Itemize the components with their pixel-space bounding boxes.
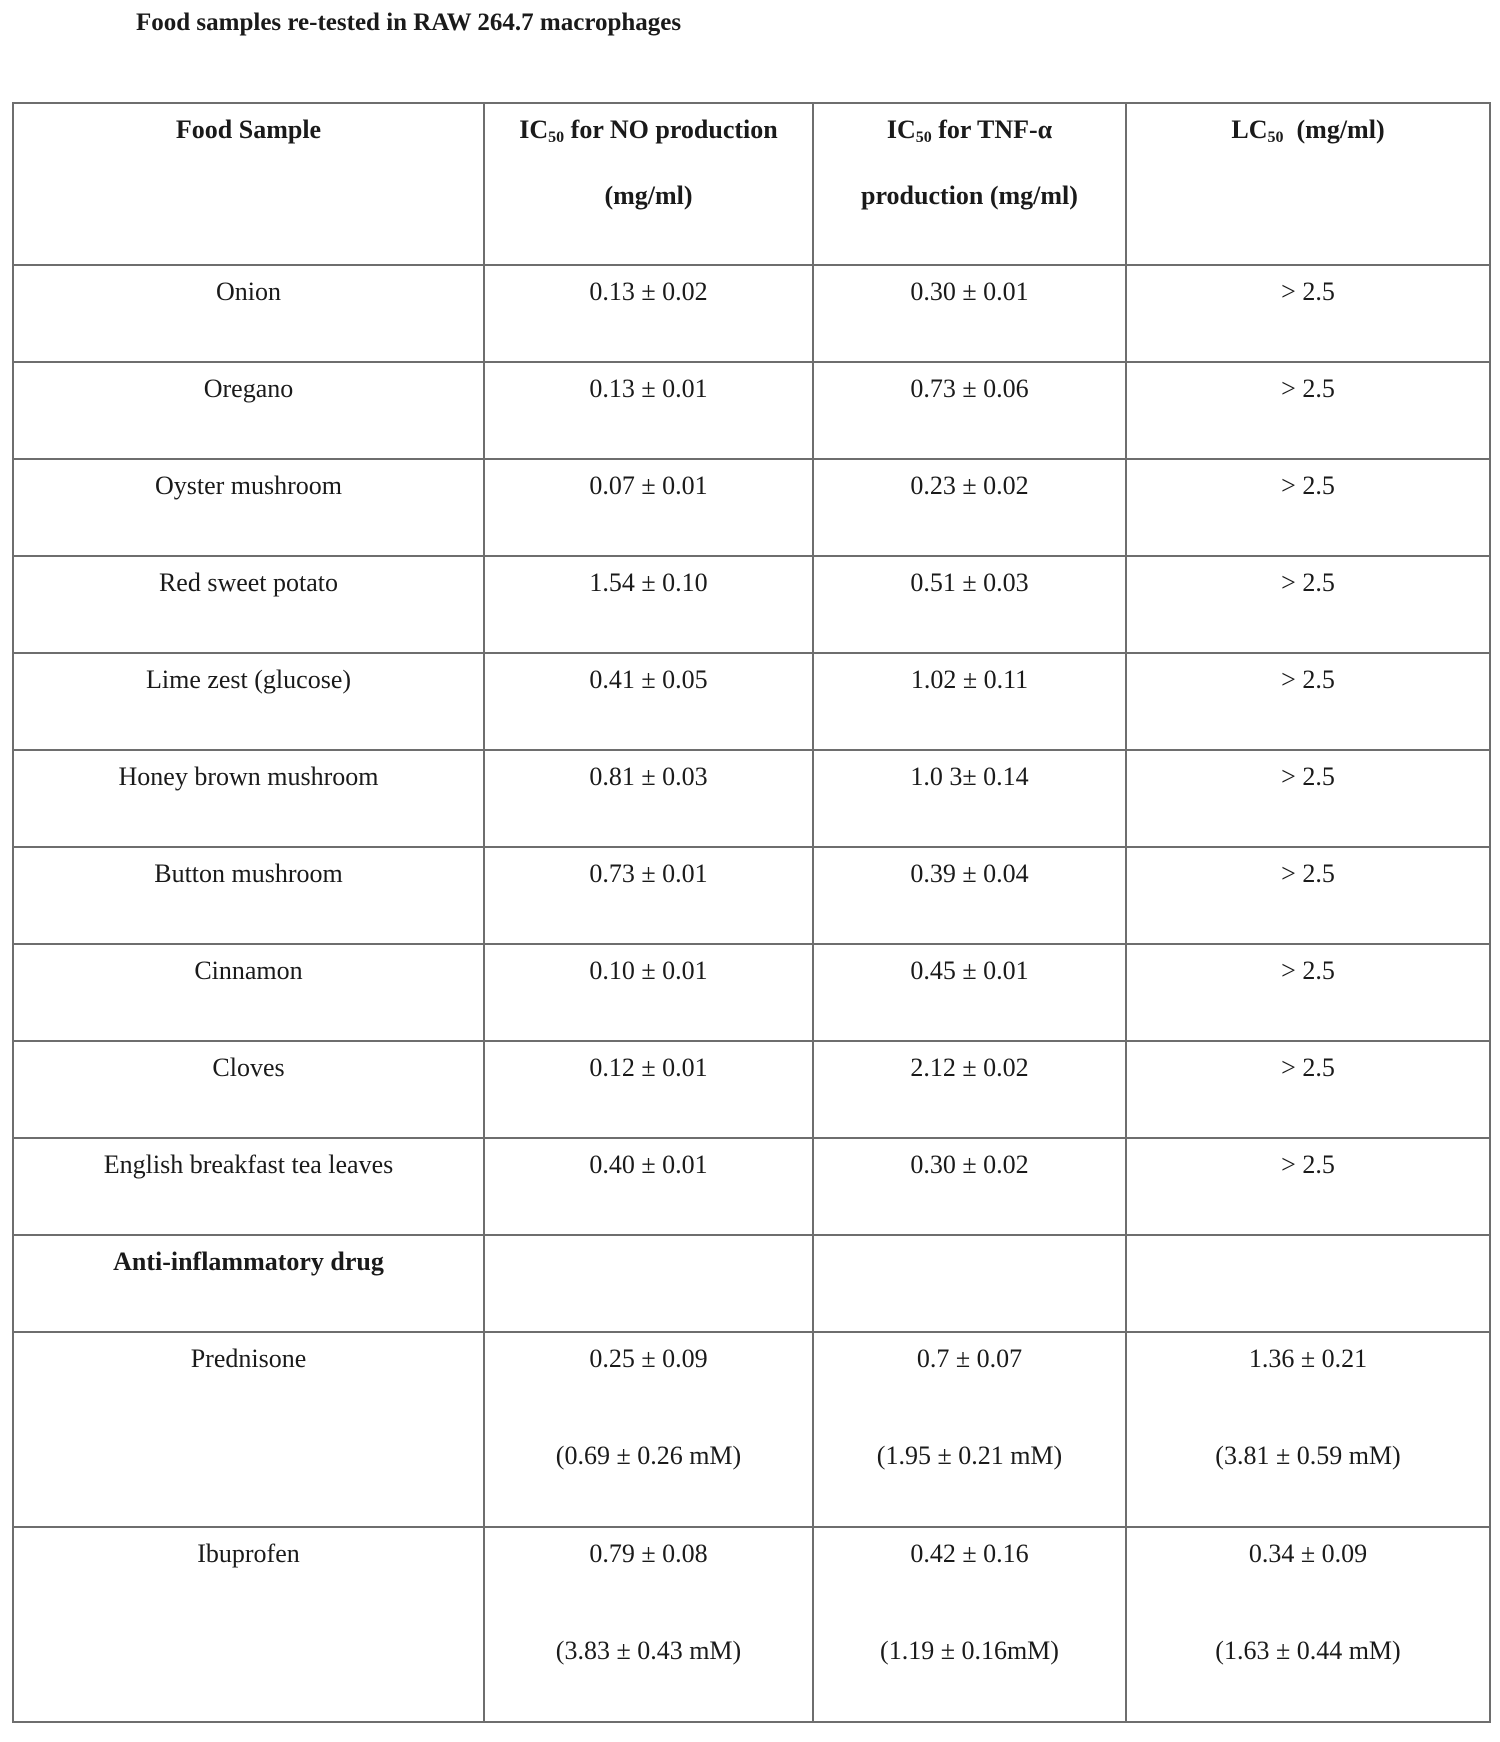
section-label: Anti-inflammatory drug [113, 1247, 384, 1276]
table-row [13, 750, 1490, 847]
ic50-no-molar: (3.83 ± 0.43 mM) [555, 1636, 742, 1665]
lc50-value: > 2.5 [1281, 568, 1335, 597]
ic50-no-value: 0.07 ± 0.01 [589, 471, 708, 500]
header-food-sample-label: Food Sample [175, 115, 322, 144]
ic50-tnf-molar: (1.19 ± 0.16mM) [880, 1636, 1059, 1665]
ic50-no-value: 0.10 ± 0.01 [589, 956, 708, 985]
lc50-value: > 2.5 [1281, 374, 1335, 403]
table-row [13, 1138, 1490, 1235]
ic50-tnf-value: 0.51 ± 0.03 [910, 568, 1029, 597]
lc50-value: > 2.5 [1281, 956, 1335, 985]
ic50-no-molar: (0.69 ± 0.26 mM) [555, 1441, 742, 1470]
lc50-molar: (3.81 ± 0.59 mM) [1215, 1441, 1401, 1470]
food-name: Cinnamon [194, 956, 303, 985]
header-row [13, 103, 1490, 265]
ic50-tnf-value: 1.02 ± 0.11 [910, 665, 1029, 694]
ic50-tnf-value: 0.39 ± 0.04 [910, 859, 1029, 888]
table-row [13, 944, 1490, 1041]
food-name: Honey brown mushroom [118, 762, 379, 791]
ic50-no-value: 0.40 ± 0.01 [589, 1150, 708, 1179]
lc50-value: > 2.5 [1281, 277, 1335, 306]
ic50-tnf-value: 0.30 ± 0.02 [910, 1150, 1029, 1179]
ic50-no-value: 0.81 ± 0.03 [589, 762, 708, 791]
ic50-no-value: 0.12 ± 0.01 [589, 1053, 708, 1082]
lc50-molar: (1.63 ± 0.44 mM) [1215, 1636, 1401, 1665]
header-ic50-tnf-prefix: IC [886, 115, 916, 144]
table-row [13, 265, 1490, 362]
table-title: Food samples re-tested in RAW 264.7 macrophages [136, 9, 682, 36]
header-lc50-rest: (mg/ml) [1283, 115, 1385, 144]
table-row [13, 847, 1490, 944]
lc50-value: > 2.5 [1281, 665, 1335, 694]
food-name: Button mushroom [154, 859, 343, 888]
ic50-tnf-value: 0.42 ± 0.16 [910, 1539, 1029, 1568]
header-ic50-no [484, 103, 813, 265]
food-name: Oregano [203, 374, 294, 403]
table-row-drug [13, 1332, 1490, 1527]
food-name: Cloves [212, 1053, 285, 1082]
ic50-no-value: 1.54 ± 0.10 [589, 568, 708, 597]
table-row [13, 556, 1490, 653]
lc50-value: > 2.5 [1281, 1053, 1335, 1082]
ic50-tnf-value: 0.73 ± 0.06 [910, 374, 1029, 403]
lc50-value: 0.34 ± 0.09 [1248, 1539, 1368, 1568]
table-row [13, 1041, 1490, 1138]
drug-name: Ibuprofen [197, 1539, 300, 1568]
food-name: Onion [216, 277, 281, 306]
lc50-value: > 2.5 [1281, 471, 1335, 500]
header-lc50-prefix: LC [1231, 115, 1268, 144]
section-row [13, 1235, 1490, 1332]
ic50-tnf-value: 0.7 ± 0.07 [916, 1344, 1023, 1373]
ic50-no-value: 0.13 ± 0.02 [589, 277, 708, 306]
ic50-tnf-value: 0.23 ± 0.02 [910, 471, 1029, 500]
ic50-no-value: 0.13 ± 0.01 [589, 374, 708, 403]
ic50-tnf-value: 2.12 ± 0.02 [910, 1053, 1029, 1082]
header-ic50-tnf-sub: 50 [915, 129, 932, 146]
results-table [12, 102, 1491, 1723]
ic50-no-value: 0.25 ± 0.09 [589, 1344, 708, 1373]
header-lc50 [1126, 103, 1490, 265]
ic50-no-value: 0.73 ± 0.01 [589, 859, 708, 888]
table-row [13, 459, 1490, 556]
lc50-value: > 2.5 [1281, 762, 1335, 791]
table-row [13, 362, 1490, 459]
header-ic50-no-prefix: IC [519, 115, 549, 144]
header-lc50-sub: 50 [1267, 129, 1284, 146]
lc50-value: > 2.5 [1281, 1150, 1335, 1179]
table-row [13, 653, 1490, 750]
food-name: Lime zest (glucose) [145, 665, 352, 694]
header-ic50-tnf-unit: production (mg/ml) [861, 181, 1078, 210]
food-name: Oyster mushroom [154, 471, 343, 500]
header-ic50-no-rest: for NO production [564, 115, 778, 144]
header-ic50-tnf [813, 103, 1126, 265]
food-name: Red sweet potato [158, 568, 339, 597]
header-ic50-no-sub: 50 [548, 129, 565, 146]
drug-name: Prednisone [190, 1344, 307, 1373]
header-ic50-tnf-rest: for TNF-α [931, 115, 1053, 144]
header-ic50-no-unit: (mg/ml) [604, 181, 693, 210]
lc50-value: 1.36 ± 0.21 [1248, 1344, 1368, 1373]
ic50-tnf-value: 0.30 ± 0.01 [910, 277, 1029, 306]
lc50-value: > 2.5 [1281, 859, 1335, 888]
ic50-tnf-value: 0.45 ± 0.01 [910, 956, 1029, 985]
ic50-tnf-molar: (1.95 ± 0.21 mM) [876, 1441, 1063, 1470]
ic50-no-value: 0.41 ± 0.05 [589, 665, 708, 694]
ic50-tnf-value: 1.0 3± 0.14 [910, 762, 1029, 791]
header-food-sample [13, 103, 484, 265]
food-name: English breakfast tea leaves [103, 1150, 394, 1179]
ic50-no-value: 0.79 ± 0.08 [589, 1539, 708, 1568]
table-row-drug [13, 1527, 1490, 1722]
